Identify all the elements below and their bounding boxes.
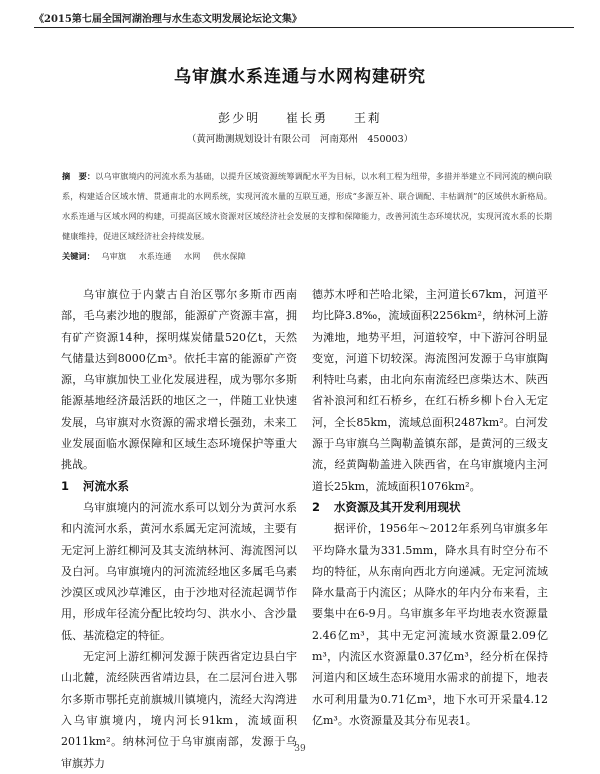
author-name: 崔长勇 <box>285 111 328 125</box>
abstract-text: 以乌审旗境内的河流水系为基础，以提升区域资源统筹调配水平为目标，以水利工程为纽带，多措并举建立不同河流的横向联系，构建适合区域水情、贯通南北的水网系统，实现河流水量的互联互通，形成“多源互补、联合调配、丰枯调剂”的区域供水新格局。水系连通与区域水网的构建，可提高区域水资源对区域经济社会发展的支撑和保障能力，改善河流生态环境状况，实现河流水系的长期健康维持，促进区域经济社会持续发展。 <box>62 171 552 241</box>
keyword: 乌审旗 <box>101 251 126 261</box>
section-title: 河流水系 <box>83 478 130 493</box>
section-number: 2 <box>312 499 321 514</box>
running-header: 《2015第七届全国河湖治理与水生态文明发展论坛论文集》 <box>34 10 574 28</box>
abstract <box>62 166 552 246</box>
abstract-label: 摘 要： <box>62 171 96 181</box>
section-heading-2 <box>312 497 548 518</box>
author-name: 王莉 <box>353 111 382 125</box>
right-column <box>312 284 548 731</box>
left-column <box>61 284 297 774</box>
section-title: 水资源及其开发利用现状 <box>334 499 461 514</box>
paper-title: 乌审旗水系连通与水网构建研究 <box>174 67 426 87</box>
section-number: 1 <box>61 478 70 493</box>
keyword: 供水保障 <box>212 251 246 261</box>
body-paragraph: 乌审旗境内的河流水系可以划分为黄河水系和内流河水系，黄河水系属无定河流域，主要有无定河上游红柳河及其支流纳林河、海流图河以及白河。乌审旗境内的河流流经地区多属毛乌素沙漠区或风沙草滩区，由于沙地对径流起调节作用，形成年径流分配比较均匀、洪水小、含沙量低、基流稳定的特征。 <box>61 500 297 642</box>
section-heading-1 <box>61 476 297 497</box>
keyword: 水系连通 <box>138 251 172 261</box>
page-number: 39 <box>294 744 306 754</box>
keywords-label: 关键词： <box>62 251 95 261</box>
keyword: 水网 <box>183 251 201 261</box>
body-paragraph: 据评价，1956年～2012年系列乌审旗多年平均降水量为331.5mm，降水具有时空分布不均的特征，从东南向西北方向递减。无定河流域降水量高于内流区；从降水的年内分布来看，主要集中在6-9月。乌审旗多年平均地表水资源量2.46亿m³，其中无定河流域水资源量2.09亿m³，内流区水资源量0.37亿m³，经分析在保持河道内和区域生态环境用水需求的前提下，地表水可利用量为0.71亿m³，地下水可开采量4.12亿m³。水资源量及其分布见表1。 <box>312 522 548 727</box>
body-paragraph: 无定河上游红柳河发源于陕西省定边县白宇山北麓，流经陕西省靖边县，在二层河台进入鄂尔多斯市鄂托克前旗城川镇境内，流经大沟湾进入乌审旗境内，境内河长91km，流域面积2011km²。纳林河位于乌审旗南部，发源于乌审旗苏力 <box>61 650 297 770</box>
intro-paragraph: 乌审旗位于内蒙古自治区鄂尔多斯市西南部，毛乌素沙地的腹部，能源矿产资源丰富，拥有矿产资源14种，探明煤炭储量520亿t，天然气储量达到8000亿m³。依托丰富的能源矿产资源，乌审旗加快工业化发展进程，成为鄂尔多斯能源基地经济最活跃的地区之一，伴随工业快速发展，乌审旗对水资源的需求增长强劲，未来工业发展面临水源保障和区域生态环境保护等重大挑战。 <box>61 288 297 472</box>
author-name: 彭少明 <box>218 111 261 125</box>
author-list <box>0 109 600 126</box>
body-paragraph-continued: 德苏木呼和芒哈北梁，主河道长67km，河道平均比降3.8‰，流域面积2256km²，纳林河上游为滩地，地势平坦，河道较窄，中下游河谷明显变宽，河道下切较深。海流图河发源于乌审旗陶利特吐乌素，由北向东南流经巴彦柴达木、陕西省补浪河和红石桥乡，在红石桥乡柳卜台入无定河，全长85km，流域总面积2487km²。白河发源于乌审旗乌兰陶勒盖镇东部，是黄河的三级支流，经黄陶勒盖进入陕西省，在乌审旗境内主河道长25km，流域面积1076km²。 <box>312 288 548 493</box>
keywords <box>62 251 552 262</box>
affiliation: （黄河勘测规划设计有限公司 河南郑州 450003） <box>186 134 414 145</box>
